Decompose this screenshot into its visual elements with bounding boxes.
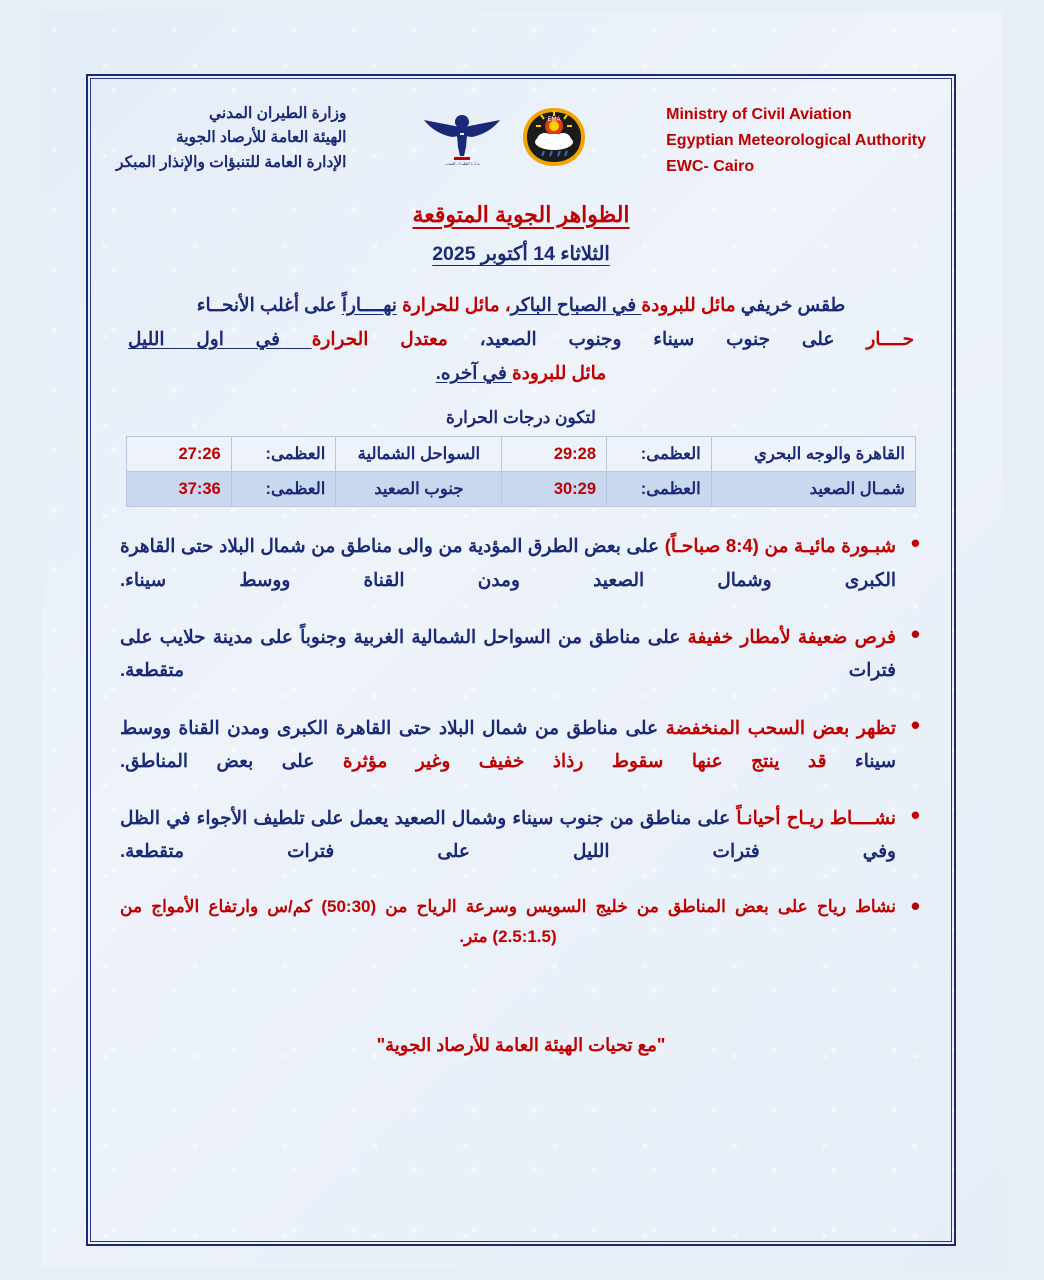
temp-label-north-saeed-max: العظمى: [607, 472, 712, 507]
bullet-rain-part-2: على مناطق من السواحل الشمالية الغربية وجنوباً على مدينة حلايب على فترات متقطعة. [120, 625, 896, 681]
bullet-fog-part-1: شبـورة مائيـة من (8:4 صباحـاً) [664, 535, 896, 557]
header-arabic-line-3: الإدارة العامة للتنبؤات والإنذار المبكر [116, 153, 347, 171]
header-english-line-1: Ministry of Civil Aviation [666, 106, 852, 123]
header-arabic-line-2: الهيئة العامة للأرصاد الجوية [175, 129, 347, 147]
egypt-eagle-emblem-icon [419, 109, 505, 165]
summary-part-1: طقس خريفي [735, 293, 846, 315]
bullet-fog-part-2: على بعض الطرق المؤدية من والى مناطق من شمال البلاد حتى القاهرة الكبرى وشمال الصعيد ومدن القناة ووسط سيناء. [120, 535, 896, 590]
temp-region-south-saeed: جنوب الصعيد [336, 472, 502, 507]
table-row [127, 437, 916, 472]
header-arabic-line-1: وزارة الطيران المدني [208, 105, 347, 122]
summary-part-11: مائل للبرودة [511, 362, 607, 384]
summary-part-12: في آخره. [435, 362, 512, 384]
title-block [102, 202, 940, 266]
temp-label-cairo-max: العظمى: [607, 437, 712, 472]
bullet-fog [120, 529, 922, 596]
bullet-clouds-part-3: قد ينتج عنها سقوط رذاذ خفيف وغير مؤثرة [342, 749, 827, 771]
summary-part-9: معتدل الحرارة [311, 327, 448, 349]
temp-label-north-coast-max: العظمى: [231, 437, 336, 472]
summary-part-6: على أغلب الأنحــاء [196, 293, 342, 315]
bullet-clouds [120, 711, 922, 778]
summary-part-4: ، مائل للحرارة [396, 293, 511, 315]
ema-authority-logo-icon [515, 104, 593, 170]
header-arabic-block [116, 102, 346, 175]
header-english-block [666, 102, 926, 180]
page-title: الظواهر الجوية المتوقعة [412, 201, 630, 227]
bullet-clouds-part-2: على مناطق من شمال البلاد حتى القاهرة الكبرى ومدن القناة ووسط سيناء [120, 716, 896, 771]
temp-region-north-coast: السواحل الشمالية [336, 437, 502, 472]
temp-value-cairo-max: 29:28 [502, 437, 607, 472]
summary-part-10: في اول الليل [128, 327, 312, 349]
bullet-clouds-part-1: تظهر بعض السحب المنخفضة [665, 716, 896, 738]
bullet-wind-part-2: على مناطق من جنوب سيناء وشمال الصعيد يعمل على تلطيف الأجواء في الظل وفي فترات الليل على فترات متقطعة. [120, 807, 896, 862]
ema-logo-caption: EMA [547, 117, 561, 123]
temp-region-north-saeed: شمـال الصعيد [711, 472, 915, 507]
temperatures-caption: لتكون درجات الحرارة [446, 408, 596, 428]
temp-region-cairo: القاهرة والوجه البحري [711, 437, 915, 472]
temp-value-north-saeed-max: 30:29 [502, 472, 607, 507]
bullet-wind-activity [120, 801, 922, 868]
bullet-clouds-part-4: على بعض المناطق. [120, 749, 343, 771]
forecast-bullet-list [120, 529, 922, 951]
summary-part-5: نهــــاراً [341, 293, 397, 315]
page-date: الثلاثاء 14 أكتوبر 2025 [432, 242, 610, 265]
temperatures-table [126, 436, 916, 507]
header-logos [419, 104, 593, 170]
forecast-summary [128, 288, 914, 391]
bullet-wind-part-1: نشــــاط ريـاح أحيانـاً [736, 807, 896, 829]
summary-part-3: في الصباح الباكر [510, 293, 642, 315]
temp-label-south-saeed-max: العظمى: [231, 472, 336, 507]
bullet-rain [120, 620, 922, 687]
document-footer: "مع تحيات الهيئة العامة للأرصاد الجوية" [376, 1035, 666, 1056]
bullet-suez-part-1: نشاط رياح على بعض المناطق من خليج السويس وسرعة الرياح من (50:30) كم/س وارتفاع الأمواج من (2.5:1.5) متر. [120, 896, 896, 946]
document-content [102, 88, 940, 1234]
eagle-emblem-caption: وزارة الطيران المدني [444, 161, 481, 165]
bullet-suez-wind [120, 892, 922, 952]
temp-value-south-saeed-max: 37:36 [127, 472, 232, 507]
temp-value-north-coast-max: 27:26 [127, 437, 232, 472]
summary-part-2: مائل للبرودة [641, 293, 736, 315]
summary-part-7: حــــار [866, 327, 914, 349]
header-english-line-2: Egyptian Meteorological Authority [666, 131, 926, 149]
summary-part-8: على جنوب سيناء وجنوب الصعيد، [447, 327, 867, 349]
document-page [42, 12, 1002, 1268]
bullet-rain-part-1: فرص ضعيفة لأمطار خفيفة [687, 625, 896, 647]
document-header [102, 88, 940, 180]
table-row [127, 472, 916, 507]
header-english-line-3: EWC- Cairo [666, 157, 755, 175]
